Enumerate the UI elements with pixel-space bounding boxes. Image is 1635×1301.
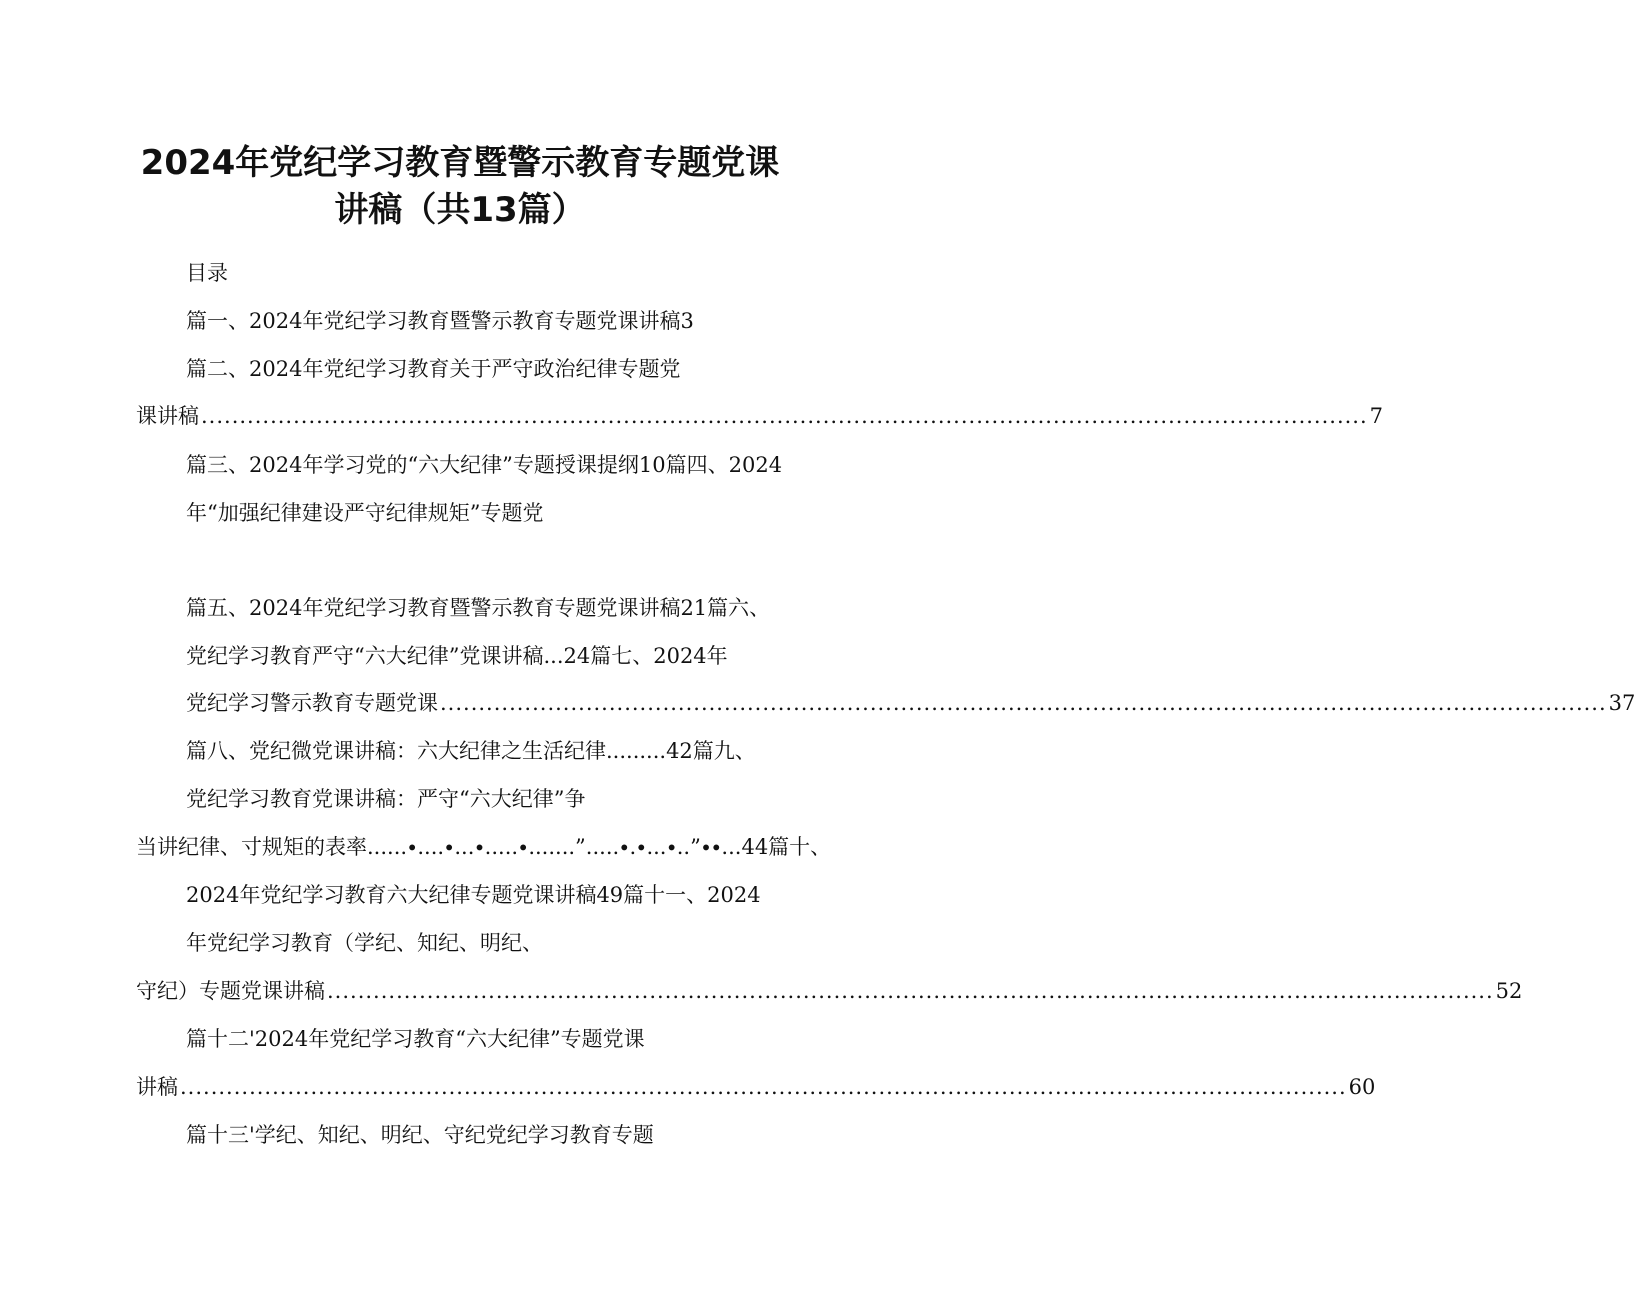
toc-line-16-text: 讲稿 — [136, 1075, 178, 1099]
toc-line-8 — [186, 688, 1635, 718]
toc-leader-dots: ........................................................................................................................................................ — [180, 1075, 1347, 1099]
toc-line-16-page: 60 — [1348, 1075, 1376, 1099]
toc-line-14-text: 守纪）专题党课讲稿 — [136, 979, 325, 1003]
toc-line-14-page: 52 — [1495, 979, 1523, 1003]
toc-line-8-page: 37 — [1608, 691, 1635, 715]
toc-line-3-text: 课讲稿 — [136, 404, 199, 428]
toc-line-13: 年党纪学习教育（学纪、知纪、明纪、 — [186, 931, 543, 955]
toc-line-2: 篇二、2024年党纪学习教育关于严守政治纪律专题党 — [186, 357, 681, 381]
toc-line-17: 篇十三'学纪、知纪、明纪、守纪党纪学习教育专题 — [186, 1123, 654, 1147]
toc-line-4: 篇三、2024年学习党的“六大纪律”专题授课提纲10篇四、2024 — [186, 453, 783, 477]
toc-line-3-page: 7 — [1369, 404, 1384, 428]
toc-line-15: 篇十二'2024年党纪学习教育“六大纪律”专题党课 — [186, 1027, 645, 1051]
toc-line-3 — [136, 401, 1384, 431]
toc-line-16 — [136, 1072, 1376, 1102]
document-title-line2: 讲稿（共13篇） — [334, 190, 586, 230]
toc-line-5: 年“加强纪律建设严守纪律规矩”专题党 — [186, 501, 544, 525]
toc-line-7: 党纪学习教育严守“六大纪律”党课讲稿...24篇七、2024年 — [186, 644, 728, 668]
toc-line-1: 篇一、2024年党纪学习教育暨警示教育专题党课讲稿3 — [186, 309, 694, 333]
toc-line-6: 篇五、2024年党纪学习教育暨警示教育专题党课讲稿21篇六、 — [186, 596, 771, 620]
document-title-line1: 2024年党纪学习教育暨警示教育专题党课 — [140, 143, 780, 183]
toc-line-14 — [136, 976, 1523, 1006]
toc-line-10: 党纪学习教育党课讲稿：严守“六大纪律”争 — [186, 787, 586, 811]
toc-leader-dots: ........................................................................................................................................................ — [201, 404, 1368, 428]
toc-line-12: 2024年党纪学习教育六大纪律专题党课讲稿49篇十一、2024 — [186, 883, 761, 907]
toc-line-8-text: 党纪学习警示教育专题党课 — [186, 691, 438, 715]
toc-line-9: 篇八、党纪微党课讲稿：六大纪律之生活纪律.........42篇九、 — [186, 739, 756, 763]
toc-leader-dots: ........................................................................................................................................................ — [440, 691, 1607, 715]
toc-line-11: 当讲纪律、寸规矩的表率......∙....∙...∙.....∙.......”.....∙.∙...∙..”∙∙...44篇十、 — [136, 835, 832, 859]
toc-leader-dots: ........................................................................................................................................................ — [327, 979, 1494, 1003]
toc-heading: 目录 — [186, 261, 228, 285]
